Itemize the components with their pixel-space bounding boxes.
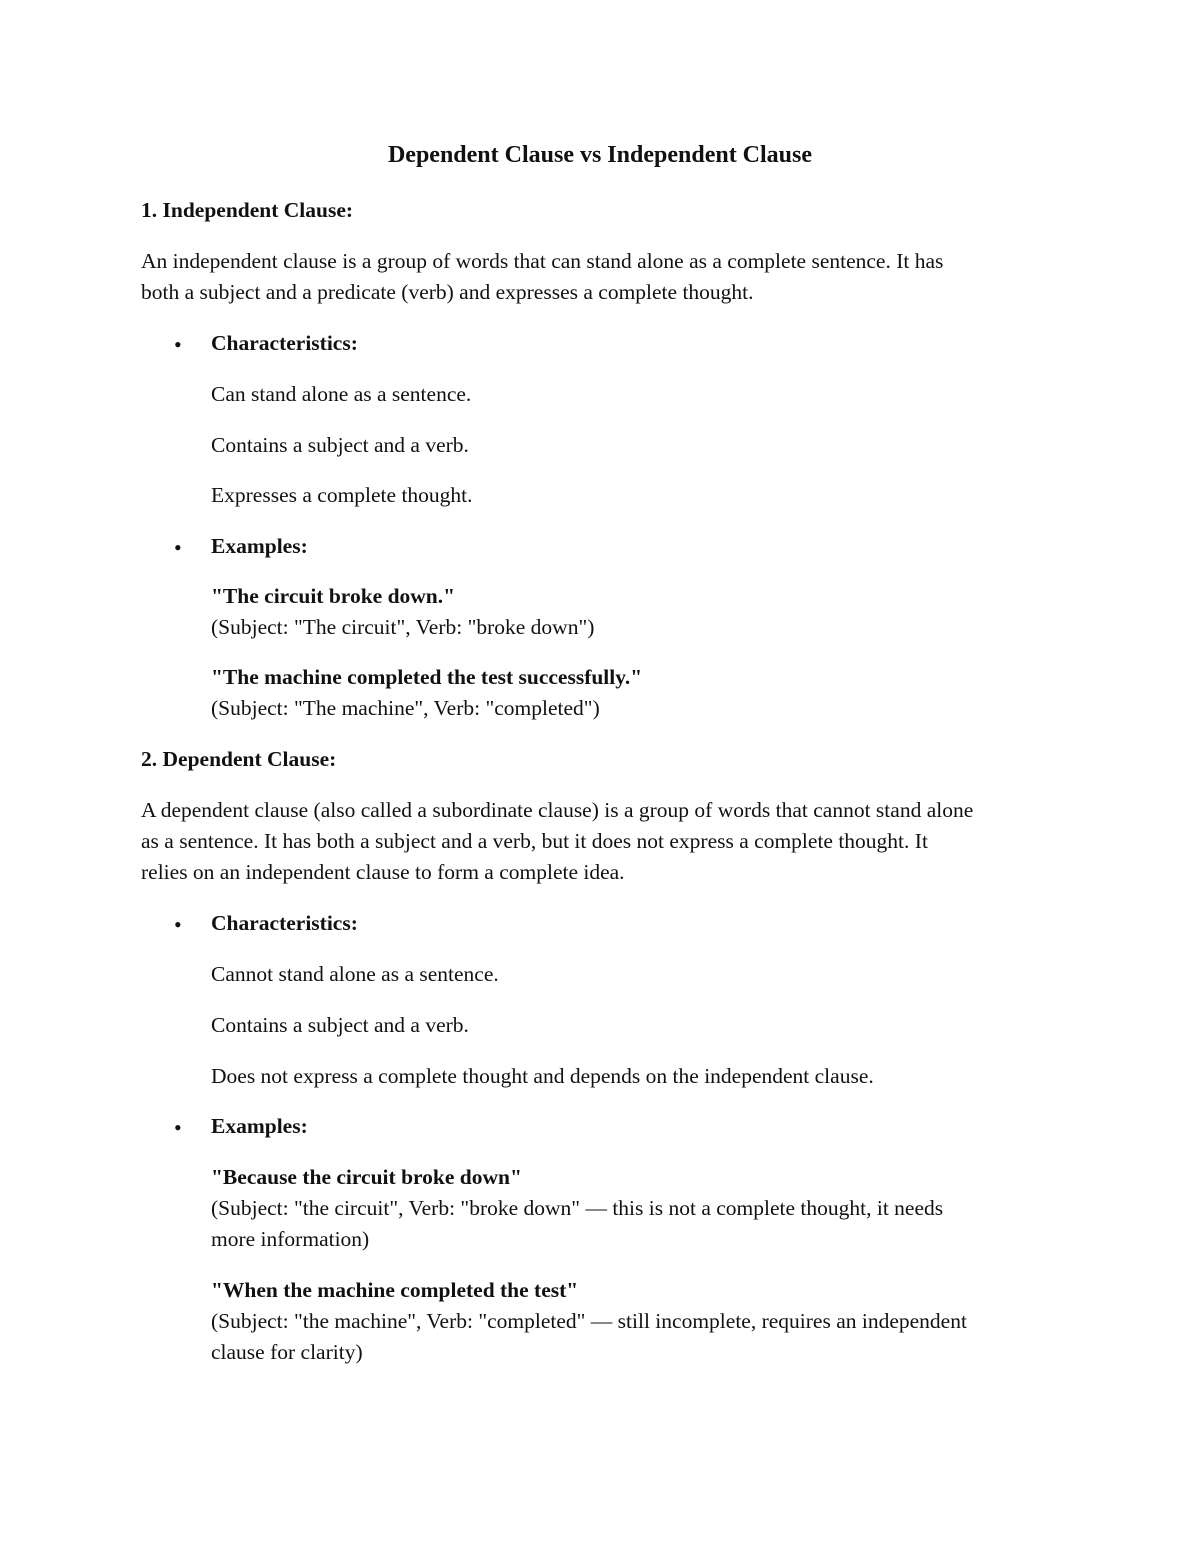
example-note: clause for clarity) [211, 1340, 363, 1364]
bullet-icon: • [174, 1115, 182, 1140]
characteristics-label: Characteristics: [211, 331, 358, 355]
example-note: (Subject: "the machine", Verb: "completed" — still incomplete, requires an independent [211, 1309, 967, 1333]
characteristic-item: Does not express a complete thought and depends on the independent clause. [211, 1064, 874, 1088]
section-heading-dependent: 2. Dependent Clause: [141, 747, 337, 771]
bullet-icon: • [174, 535, 182, 560]
example-note: (Subject: "The circuit", Verb: "broke down") [211, 615, 595, 639]
characteristic-item: Can stand alone as a sentence. [211, 382, 472, 406]
example-note: more information) [211, 1227, 370, 1251]
example-sentence: "Because the circuit broke down" [211, 1165, 522, 1189]
example-note: (Subject: "the circuit", Verb: "broke down" — this is not a complete thought, it needs [211, 1196, 944, 1220]
characteristic-item: Contains a subject and a verb. [211, 433, 469, 457]
example-sentence: "The circuit broke down." [211, 584, 456, 608]
bullet-icon: • [174, 912, 182, 937]
section-body-line: relies on an independent clause to form a complete idea. [141, 860, 625, 884]
section-body-line: An independent clause is a group of words that can stand alone as a complete sentence. It has [141, 249, 944, 273]
characteristic-item: Expresses a complete thought. [211, 483, 473, 507]
section-heading-independent: 1. Independent Clause: [141, 198, 354, 222]
characteristics-label: Characteristics: [211, 911, 358, 935]
examples-label: Examples: [211, 534, 308, 558]
example-sentence: "The machine completed the test successfully." [211, 665, 643, 689]
examples-label: Examples: [211, 1114, 308, 1138]
section-body-line: both a subject and a predicate (verb) and expresses a complete thought. [141, 280, 754, 304]
section-body-line: as a sentence. It has both a subject and a verb, but it does not express a complete thought. It [141, 829, 928, 853]
characteristic-item: Cannot stand alone as a sentence. [211, 962, 499, 986]
characteristic-item: Contains a subject and a verb. [211, 1013, 469, 1037]
example-note: (Subject: "The machine", Verb: "completed") [211, 696, 600, 720]
bullet-icon: • [174, 332, 182, 357]
section-body-line: A dependent clause (also called a subordinate clause) is a group of words that cannot stand alone [141, 798, 974, 822]
document-title: Dependent Clause vs Independent Clause [387, 142, 813, 168]
example-sentence: "When the machine completed the test" [211, 1278, 579, 1302]
